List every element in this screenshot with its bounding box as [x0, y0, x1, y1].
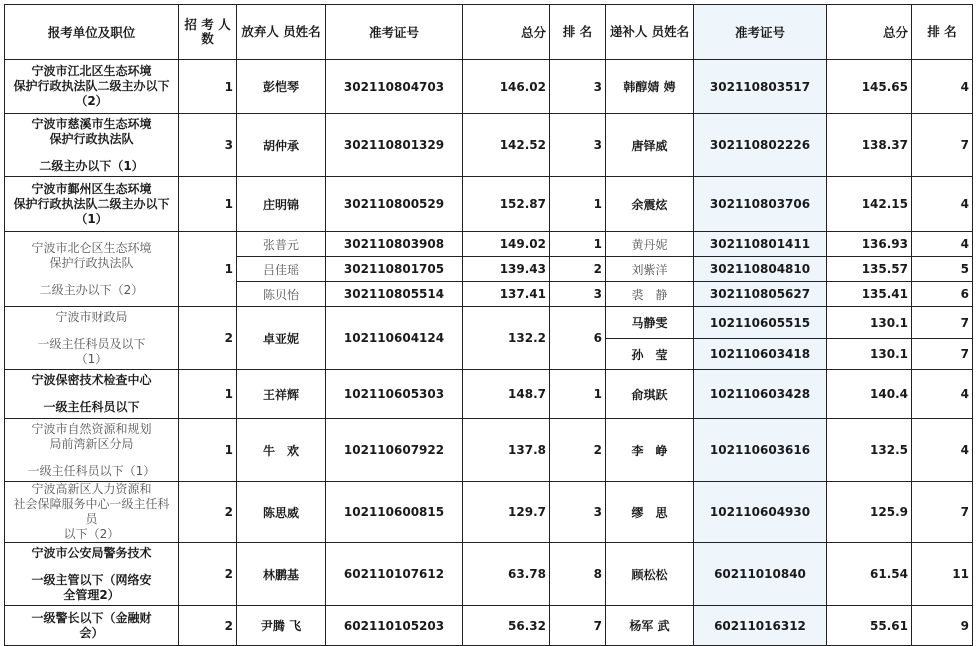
unit-line — [8, 452, 175, 464]
unit-line: 保护行政执法队二级主办以下 — [13, 79, 170, 93]
substitute-name: 余震炫 — [606, 177, 694, 232]
unit-line: （1） — [75, 211, 108, 226]
abandon-rank: 3 — [550, 60, 606, 114]
abandon-ticket: 302110801329 — [326, 114, 463, 177]
abandon-score: 152.87 — [463, 177, 550, 232]
table-row — [5, 114, 973, 177]
unit-line: 一级主任科员及以下 — [37, 336, 146, 351]
substitute-score: 55.61 — [827, 606, 912, 646]
unit-line: 一级主任科员以下 — [43, 400, 140, 414]
abandon-name: 尹腾 飞 — [237, 606, 326, 646]
abandon-ticket: 602110105203 — [326, 606, 463, 646]
substitute-ticket: 302110801411 — [694, 232, 827, 257]
abandon-ticket: 302110800529 — [326, 177, 463, 232]
table-row — [5, 60, 973, 114]
abandon-score: 139.43 — [463, 257, 550, 282]
substitute-rank: 5 — [912, 257, 973, 282]
abandon-rank: 3 — [550, 114, 606, 177]
unit-line: 一级警长以下（金融财 — [31, 610, 152, 625]
substitute-rank: 4 — [912, 60, 973, 114]
unit-cell — [5, 606, 179, 646]
substitute-name: 顾松松 — [606, 543, 694, 606]
header-ticket-2: 准考证号 — [694, 5, 827, 60]
abandon-name: 王祥辉 — [237, 370, 326, 419]
substitute-name: 孙 莹 — [606, 339, 694, 370]
abandon-score: 137.8 — [463, 419, 550, 482]
abandon-name: 张普元 — [237, 232, 326, 257]
abandon-rank: 7 — [550, 606, 606, 646]
table-row — [5, 177, 973, 232]
abandon-ticket: 302110803908 — [326, 232, 463, 257]
unit-cell — [5, 419, 179, 482]
unit-line — [8, 147, 175, 159]
substitute-name: 韩醇婧 娉 — [606, 60, 694, 114]
recruit-count: 3 — [179, 114, 237, 177]
recruit-count: 1 — [179, 177, 237, 232]
recruit-count: 1 — [179, 419, 237, 482]
unit-line: 宁波高新区人力资源和 — [31, 482, 152, 496]
unit-cell — [5, 232, 179, 307]
substitute-score: 145.65 — [827, 60, 912, 114]
header-rank-1: 排 名 — [550, 5, 606, 60]
substitute-ticket: 302110803517 — [694, 60, 827, 114]
substitute-ticket: 60211010840 — [694, 543, 827, 606]
substitute-rank: 7 — [912, 114, 973, 177]
substitute-rank: 11 — [912, 543, 973, 606]
abandon-score: 56.32 — [463, 606, 550, 646]
unit-line — [8, 561, 175, 573]
unit-cell — [5, 370, 179, 419]
header-abandon: 放弃人 员姓名 — [237, 5, 326, 60]
unit-line: 宁波市自然资源和规划 — [31, 421, 152, 436]
unit-line: 保护行政执法队 — [49, 131, 134, 146]
header-ticket-1: 准考证号 — [326, 5, 463, 60]
abandon-name: 林鹏基 — [237, 543, 326, 606]
substitute-ticket: 102110603428 — [694, 370, 827, 419]
results-table-container — [4, 4, 972, 640]
recruit-count: 2 — [179, 307, 237, 370]
unit-line: 保护行政执法队 — [49, 255, 134, 270]
abandon-name: 胡仲承 — [237, 114, 326, 177]
unit-line: 宁波市财政局 — [55, 309, 128, 324]
unit-line: 宁波市江北区生态环境 — [31, 64, 152, 78]
substitute-ticket: 302110805627 — [694, 282, 827, 307]
abandon-name: 卓亚妮 — [237, 307, 326, 370]
substitute-score: 140.4 — [827, 370, 912, 419]
table-row — [5, 543, 973, 606]
unit-line: 宁波市慈溪市生态环境 — [31, 116, 152, 131]
unit-cell — [5, 307, 179, 370]
substitute-ticket: 102110605515 — [694, 307, 827, 339]
unit-line: 宁波保密技术检查中心 — [31, 373, 152, 387]
abandon-score: 142.52 — [463, 114, 550, 177]
unit-line: 会） — [79, 625, 104, 640]
unit-line: （2） — [75, 94, 108, 108]
header-row — [5, 5, 973, 60]
table-row — [5, 482, 973, 543]
unit-line: 二级主办以下（1） — [39, 158, 144, 173]
substitute-rank: 7 — [912, 339, 973, 370]
abandon-ticket: 102110607922 — [326, 419, 463, 482]
substitute-rank: 4 — [912, 177, 973, 232]
unit-cell — [5, 482, 179, 543]
header-unit: 报考单位及职位 — [5, 5, 179, 60]
header-score-1: 总分 — [463, 5, 550, 60]
substitute-name: 俞琪跃 — [606, 370, 694, 419]
unit-line: 局前湾新区分局 — [49, 436, 134, 451]
abandon-score: 129.7 — [463, 482, 550, 543]
unit-line — [8, 271, 175, 283]
abandon-rank: 3 — [550, 482, 606, 543]
substitute-score: 135.41 — [827, 282, 912, 307]
substitute-name: 唐铎威 — [606, 114, 694, 177]
abandon-ticket: 602110107612 — [326, 543, 463, 606]
substitute-ticket: 302110802226 — [694, 114, 827, 177]
unit-line: 一级主管以下（网络安 — [31, 572, 152, 587]
substitute-ticket: 102110603418 — [694, 339, 827, 370]
substitute-rank: 4 — [912, 370, 973, 419]
abandon-ticket: 302110804703 — [326, 60, 463, 114]
abandon-rank: 2 — [550, 257, 606, 282]
substitute-rank: 4 — [912, 232, 973, 257]
substitute-name: 马静雯 — [606, 307, 694, 339]
substitute-score: 130.1 — [827, 339, 912, 370]
abandon-name: 牛 欢 — [237, 419, 326, 482]
unit-line — [8, 388, 175, 400]
substitute-rank: 9 — [912, 606, 973, 646]
abandon-ticket: 102110604124 — [326, 307, 463, 370]
abandon-score: 63.78 — [463, 543, 550, 606]
table-row — [5, 419, 973, 482]
abandon-name: 陈思威 — [237, 482, 326, 543]
unit-cell — [5, 543, 179, 606]
unit-line: 宁波市北仑区生态环境 — [31, 240, 152, 255]
abandon-rank: 1 — [550, 370, 606, 419]
unit-line: 社会保障服务中心一级主任科员 — [13, 497, 170, 526]
abandon-ticket: 102110600815 — [326, 482, 463, 543]
abandon-score: 148.7 — [463, 370, 550, 419]
abandon-name: 吕佳瑶 — [237, 257, 326, 282]
unit-cell — [5, 60, 179, 114]
substitute-ticket: 302110804810 — [694, 257, 827, 282]
unit-cell — [5, 177, 179, 232]
recruit-count: 2 — [179, 606, 237, 646]
abandon-rank: 1 — [550, 177, 606, 232]
substitute-score: 61.54 — [827, 543, 912, 606]
substitute-score: 142.15 — [827, 177, 912, 232]
abandon-rank: 6 — [550, 307, 606, 370]
abandon-rank: 8 — [550, 543, 606, 606]
substitute-name: 李 峥 — [606, 419, 694, 482]
header-sub: 递补人 员姓名 — [606, 5, 694, 60]
substitute-name: 裘 静 — [606, 282, 694, 307]
substitute-score: 138.37 — [827, 114, 912, 177]
substitute-list-table — [4, 4, 973, 646]
recruit-count: 2 — [179, 482, 237, 543]
abandon-score: 146.02 — [463, 60, 550, 114]
table-body — [5, 60, 973, 646]
substitute-score: 130.1 — [827, 307, 912, 339]
unit-line: 宁波市鄞州区生态环境 — [31, 181, 152, 196]
table-row — [5, 606, 973, 646]
unit-line: 一级主任科员以下（1） — [27, 463, 156, 478]
unit-line: 宁波市公安局警务技术 — [31, 545, 152, 560]
abandon-name: 彭恺琴 — [237, 60, 326, 114]
substitute-name: 杨军 武 — [606, 606, 694, 646]
recruit-count: 1 — [179, 370, 237, 419]
unit-line: 以下（2） — [63, 527, 120, 541]
substitute-name: 缪 思 — [606, 482, 694, 543]
abandon-rank: 1 — [550, 232, 606, 257]
substitute-ticket: 102110604930 — [694, 482, 827, 543]
unit-line: 保护行政执法队二级主办以下 — [13, 196, 170, 211]
unit-line: 全管理2） — [63, 587, 120, 602]
unit-line: （1） — [75, 351, 108, 366]
abandon-score: 132.2 — [463, 307, 550, 370]
recruit-count: 1 — [179, 232, 237, 307]
substitute-rank: 7 — [912, 482, 973, 543]
table-row — [5, 232, 973, 257]
substitute-score: 136.93 — [827, 232, 912, 257]
abandon-ticket: 302110805514 — [326, 282, 463, 307]
abandon-score: 149.02 — [463, 232, 550, 257]
substitute-name: 黄丹妮 — [606, 232, 694, 257]
abandon-rank: 3 — [550, 282, 606, 307]
recruit-count: 2 — [179, 543, 237, 606]
abandon-score: 137.41 — [463, 282, 550, 307]
recruit-count: 1 — [179, 60, 237, 114]
unit-line: 二级主办以下（2） — [39, 282, 144, 297]
substitute-score: 125.9 — [827, 482, 912, 543]
substitute-score: 135.57 — [827, 257, 912, 282]
substitute-rank: 4 — [912, 419, 973, 482]
abandon-name: 陈贝怡 — [237, 282, 326, 307]
substitute-rank: 7 — [912, 307, 973, 339]
header-rank-2: 排 名 — [912, 5, 973, 60]
header-score-2: 总分 — [827, 5, 912, 60]
unit-line — [8, 325, 175, 337]
table-row — [5, 370, 973, 419]
unit-cell — [5, 114, 179, 177]
substitute-ticket: 60211016312 — [694, 606, 827, 646]
table-row — [5, 307, 973, 339]
substitute-name: 刘紫洋 — [606, 257, 694, 282]
substitute-rank: 6 — [912, 282, 973, 307]
header-recruit: 招 考 人数 — [179, 5, 237, 60]
abandon-name: 庄明锦 — [237, 177, 326, 232]
substitute-ticket: 102110603616 — [694, 419, 827, 482]
substitute-ticket: 302110803706 — [694, 177, 827, 232]
abandon-ticket: 302110801705 — [326, 257, 463, 282]
substitute-score: 132.5 — [827, 419, 912, 482]
abandon-rank: 2 — [550, 419, 606, 482]
abandon-ticket: 102110605303 — [326, 370, 463, 419]
